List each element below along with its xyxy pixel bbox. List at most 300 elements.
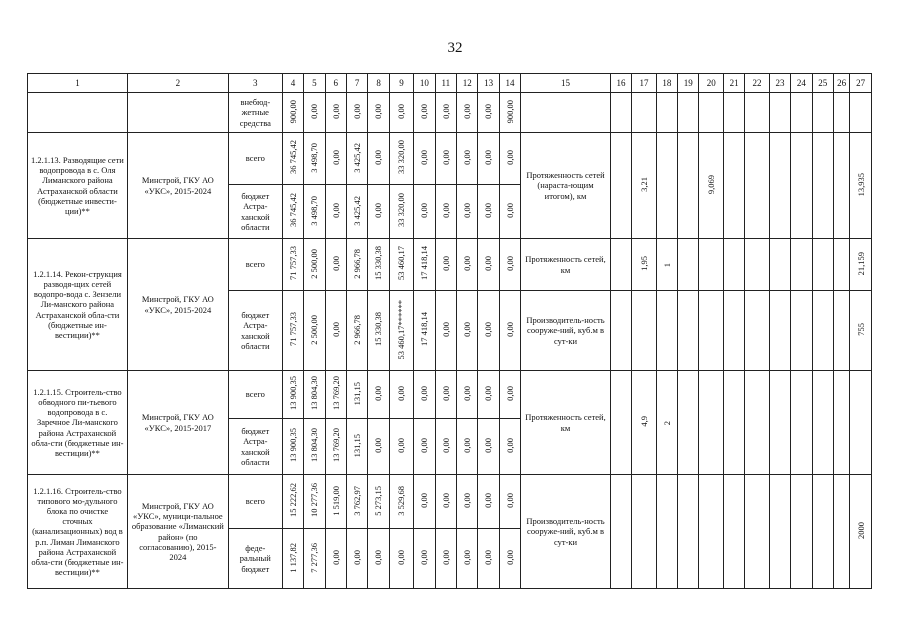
header-cell: 22 (745, 74, 769, 93)
value-text: 53 460,17****** (396, 299, 407, 360)
value-cell (435, 133, 456, 185)
value-cell (346, 529, 367, 589)
value-cell (499, 419, 520, 475)
value-text: 0,00 (440, 255, 451, 271)
value-cell (414, 475, 435, 529)
empty-cell (656, 93, 677, 133)
value-text: 0,00 (440, 492, 451, 508)
header-cell: 3 (228, 74, 282, 93)
value-cell (304, 291, 325, 371)
value-cell (478, 133, 499, 185)
value-text: 15 330,38 (373, 246, 384, 281)
value-cell (304, 239, 325, 291)
empty-cell (791, 133, 812, 239)
funding-source: феде-ральный бюджет (228, 529, 282, 589)
value-cell (478, 475, 499, 529)
empty-cell (833, 475, 849, 589)
value-cell (325, 371, 346, 419)
table-row (28, 371, 872, 419)
header-cell: 5 (304, 74, 325, 93)
empty-cell (610, 133, 631, 239)
value-text: 0,00 (373, 549, 384, 565)
value-text: 1 137,82 (287, 542, 298, 573)
empty-cell (723, 133, 744, 239)
value-cell (346, 185, 367, 239)
value-cell (368, 291, 389, 371)
empty-cell (610, 291, 631, 371)
value-cell (282, 239, 303, 291)
value-cell (457, 185, 478, 239)
funding-source: всего (228, 475, 282, 529)
empty-cell (745, 291, 769, 371)
value-text: 0,00 (419, 549, 430, 565)
empty-cell (723, 475, 744, 589)
value-text: 0,00 (440, 149, 451, 165)
empty-cell (812, 371, 833, 475)
value-cell (304, 185, 325, 239)
empty-cell (723, 93, 744, 133)
header-cell: 17 (632, 74, 656, 93)
value-text: 13 769,20 (330, 376, 341, 411)
empty-cell (610, 371, 631, 475)
value-cell (346, 475, 367, 529)
value-cell (304, 529, 325, 589)
value-text: 0,00 (309, 103, 320, 119)
measure-title: 1.2.1.14. Рекон-струкция разводя-щих сетей водопро-вода с. Зензели Ли-манского района Астраханской обла-сти (бюджетные ин-вестиции)** (28, 239, 128, 371)
header-cell: 10 (414, 74, 435, 93)
value-text: 4,9 (638, 416, 649, 427)
value-cell (414, 93, 435, 133)
value-cell (457, 239, 478, 291)
value-cell (325, 419, 346, 475)
value-text: 3 425,42 (352, 142, 363, 173)
value-text: 71 757,33 (287, 312, 298, 347)
value-cell (282, 133, 303, 185)
value-text: 0,00 (504, 549, 515, 565)
funding-source: бюджет Астра-ханской области (228, 291, 282, 371)
value-text: 13 769,20 (330, 428, 341, 463)
value-cell (368, 475, 389, 529)
responsible-executor: Минстрой, ГКУ АО «УКС», 2015-2024 (127, 239, 228, 371)
empty-cell (745, 93, 769, 133)
value-text: 36 745,42 (287, 193, 298, 228)
indicator-name: Производитель-ность сооруже-ний, куб.м в сут-ки (521, 291, 611, 371)
empty-cell (656, 291, 677, 371)
value-text: 10 277,36 (309, 483, 320, 518)
program-table (27, 73, 872, 589)
value-text: 15 222,62 (287, 483, 298, 518)
value-cell (368, 419, 389, 475)
value-text: 0,00 (373, 437, 384, 453)
funding-source: всего (228, 371, 282, 419)
header-cell: 24 (791, 74, 812, 93)
value-text: 0,00 (462, 549, 473, 565)
value-cell (346, 133, 367, 185)
value-text: 0,00 (504, 385, 515, 401)
value-cell (457, 475, 478, 529)
empty-cell (812, 475, 833, 589)
empty-cell (833, 291, 849, 371)
value-cell (389, 371, 413, 419)
empty-cell (833, 93, 849, 133)
empty-cell (610, 239, 631, 291)
header-cell: 1 (28, 74, 128, 93)
value-text: 0,00 (483, 202, 494, 218)
funding-source: всего (228, 239, 282, 291)
empty-cell (127, 93, 228, 133)
value-text: 0,00 (483, 103, 494, 119)
indicator-name: Протяженность сетей, км (521, 239, 611, 291)
empty-cell (745, 239, 769, 291)
value-cell (478, 291, 499, 371)
value-cell (414, 419, 435, 475)
responsible-executor: Минстрой, ГКУ АО «УКС», 2015-2017 (127, 371, 228, 475)
header-cell: 13 (478, 74, 499, 93)
value-cell (325, 529, 346, 589)
value-text: 0,00 (483, 437, 494, 453)
value-text: 0,00 (483, 321, 494, 337)
value-text: 3,21 (638, 176, 649, 192)
value-cell (435, 93, 456, 133)
header-cell: 2 (127, 74, 228, 93)
value-cell (435, 371, 456, 419)
empty-cell (521, 93, 611, 133)
value-text: 0,00 (419, 492, 430, 508)
value-cell (325, 291, 346, 371)
value-text: 0,00 (440, 321, 451, 337)
value-cell (499, 475, 520, 529)
empty-cell (812, 291, 833, 371)
header-cell: 27 (850, 74, 872, 93)
empty-cell (769, 291, 790, 371)
value-text: 0,00 (462, 202, 473, 218)
value-text: 0,00 (396, 437, 407, 453)
value-cell (414, 185, 435, 239)
table-row (28, 239, 872, 291)
value-text: 15 330,38 (373, 312, 384, 347)
value-text: 0,00 (504, 437, 515, 453)
value-text: 13,935 (855, 172, 866, 197)
value-cell (389, 419, 413, 475)
value-cell (499, 239, 520, 291)
value-text: 2 500,00 (309, 248, 320, 279)
empty-cell (791, 475, 812, 589)
value-text: 0,00 (483, 149, 494, 165)
empty-cell (769, 371, 790, 475)
value-text: 0,00 (330, 103, 341, 119)
value-cell (304, 475, 325, 529)
indicator-value (632, 239, 656, 291)
empty-cell (723, 239, 744, 291)
value-cell (499, 93, 520, 133)
measure-title: 1.2.1.16. Строитель-ство типового мо-дульного блока по очистке сточных (канализационных) вод в р.п. Лиман Лиманского района Астраханской обла-сти (бюджетные ин-вестиции)** (28, 475, 128, 589)
value-cell (304, 93, 325, 133)
value-text: 0,00 (373, 149, 384, 165)
value-cell (346, 93, 367, 133)
value-text: 0,00 (462, 437, 473, 453)
empty-cell (678, 93, 699, 133)
value-cell (368, 371, 389, 419)
value-cell (368, 239, 389, 291)
value-cell (368, 529, 389, 589)
empty-cell (769, 93, 790, 133)
empty-cell (850, 371, 872, 475)
value-cell (457, 291, 478, 371)
indicator-name: Производитель-ность сооруже-ний, куб.м в сут-ки (521, 475, 611, 589)
value-cell (282, 529, 303, 589)
empty-cell (610, 93, 631, 133)
value-cell (368, 185, 389, 239)
measure-title: 1.2.1.15. Строитель-ство обводного пи-тьевого водопровода в с. Заречное Ли-манского района Астраханской обла-сти (бюджетные ин-вестиции)** (28, 371, 128, 475)
empty-cell (699, 93, 723, 133)
header-cell: 21 (723, 74, 744, 93)
value-cell (499, 185, 520, 239)
empty-cell (610, 475, 631, 589)
empty-cell (769, 133, 790, 239)
empty-cell (769, 239, 790, 291)
value-text: 0,00 (419, 103, 430, 119)
header-cell: 8 (368, 74, 389, 93)
value-cell (499, 291, 520, 371)
value-text: 0,00 (462, 255, 473, 271)
header-cell: 15 (521, 74, 611, 93)
value-text: 3 498,70 (309, 195, 320, 226)
value-cell (304, 371, 325, 419)
value-text: 131,15 (352, 381, 363, 406)
value-text: 0,00 (373, 103, 384, 119)
value-text: 36 745,42 (287, 140, 298, 175)
header-cell: 25 (812, 74, 833, 93)
value-text: 0,00 (440, 202, 451, 218)
empty-cell (678, 239, 699, 291)
indicator-value (850, 475, 872, 589)
value-cell (457, 371, 478, 419)
value-cell (457, 419, 478, 475)
empty-cell (791, 371, 812, 475)
value-cell (435, 419, 456, 475)
value-text: 2 966,78 (352, 314, 363, 345)
value-cell (414, 239, 435, 291)
empty-cell (632, 93, 656, 133)
value-cell (499, 529, 520, 589)
header-cell: 11 (435, 74, 456, 93)
table-row (28, 93, 872, 133)
value-cell (346, 239, 367, 291)
value-cell (389, 93, 413, 133)
value-text: 0,00 (396, 103, 407, 119)
value-text: 7 277,36 (309, 542, 320, 573)
value-cell (457, 529, 478, 589)
value-text: 0,00 (330, 549, 341, 565)
value-text: 13 804,30 (309, 376, 320, 411)
measure-title: 1.2.1.13. Разводящие сети водопровода в с. Оля Лиманского района Астраханской области (бюджетные инвести-ции)** (28, 133, 128, 239)
empty-cell (812, 93, 833, 133)
empty-cell (812, 239, 833, 291)
value-text: 900,00 (504, 99, 515, 124)
header-cell: 7 (346, 74, 367, 93)
value-text: 0,00 (396, 549, 407, 565)
value-cell (478, 529, 499, 589)
value-text: 0,00 (419, 385, 430, 401)
value-cell (282, 419, 303, 475)
value-text: 755 (855, 323, 866, 336)
value-cell (435, 239, 456, 291)
value-cell (282, 185, 303, 239)
value-cell (282, 475, 303, 529)
indicator-name: Протяженность сетей (нараста-ющим итогом), км (521, 133, 611, 239)
value-cell (325, 239, 346, 291)
empty-cell (656, 475, 677, 589)
value-text: 3 425,42 (352, 195, 363, 226)
funding-source: внебюд-жетные средства (228, 93, 282, 133)
value-text: 0,00 (462, 103, 473, 119)
value-cell (499, 133, 520, 185)
value-text: 0,00 (504, 149, 515, 165)
indicator-value (632, 133, 656, 239)
empty-cell (632, 291, 656, 371)
value-text: 21,159 (855, 251, 866, 276)
value-cell (325, 475, 346, 529)
table-row (28, 133, 872, 185)
empty-cell (632, 475, 656, 589)
indicator-value (850, 239, 872, 291)
value-text: 0,00 (504, 255, 515, 271)
value-text: 0,00 (504, 492, 515, 508)
empty-cell (850, 93, 872, 133)
value-text: 33 320,00 (396, 193, 407, 228)
empty-cell (699, 371, 723, 475)
empty-cell (791, 93, 812, 133)
value-text: 17 418,14 (419, 246, 430, 281)
funding-source: бюджет Астра-ханской области (228, 419, 282, 475)
value-cell (414, 291, 435, 371)
value-text: 0,00 (440, 549, 451, 565)
value-text: 0,00 (373, 385, 384, 401)
empty-cell (678, 475, 699, 589)
indicator-value (656, 239, 677, 291)
value-cell (282, 93, 303, 133)
value-cell (435, 291, 456, 371)
value-text: 13 804,30 (309, 428, 320, 463)
header-cell: 12 (457, 74, 478, 93)
header-cell: 16 (610, 74, 631, 93)
empty-cell (833, 239, 849, 291)
value-cell (457, 93, 478, 133)
empty-cell (723, 371, 744, 475)
header-cell: 4 (282, 74, 303, 93)
empty-cell (678, 133, 699, 239)
value-cell (389, 133, 413, 185)
value-text: 13 900,35 (287, 376, 298, 411)
value-text: 71 757,33 (287, 246, 298, 281)
value-cell (346, 419, 367, 475)
value-text: 0,00 (440, 385, 451, 401)
value-cell (346, 291, 367, 371)
empty-cell (812, 133, 833, 239)
value-cell (435, 185, 456, 239)
indicator-value (699, 133, 723, 239)
value-text: 131,15 (352, 433, 363, 458)
funding-source: всего (228, 133, 282, 185)
value-text: 0,00 (330, 202, 341, 218)
table-row (28, 475, 872, 529)
value-text: 3 529,68 (396, 485, 407, 516)
value-text: 0,00 (396, 385, 407, 401)
empty-cell (699, 475, 723, 589)
value-cell (368, 93, 389, 133)
value-text: 0,00 (330, 321, 341, 337)
empty-cell (678, 291, 699, 371)
value-text: 0,00 (419, 149, 430, 165)
value-text: 0,00 (483, 549, 494, 565)
value-text: 2000 (855, 521, 866, 539)
empty-cell (769, 475, 790, 589)
value-text: 0,00 (440, 437, 451, 453)
value-cell (478, 239, 499, 291)
empty-cell (745, 133, 769, 239)
value-cell (414, 133, 435, 185)
value-cell (346, 371, 367, 419)
value-cell (435, 529, 456, 589)
value-text: 53 460,17 (396, 246, 407, 281)
empty-cell (678, 371, 699, 475)
value-cell (478, 93, 499, 133)
value-text: 0,00 (462, 492, 473, 508)
value-text: 0,00 (483, 492, 494, 508)
header-cell: 23 (769, 74, 790, 93)
indicator-value (656, 371, 677, 475)
value-text: 0,00 (440, 103, 451, 119)
value-cell (478, 185, 499, 239)
indicator-name: Протяженность сетей, км (521, 371, 611, 475)
page-number: 32 (447, 40, 463, 56)
value-text: 5 273,15 (373, 485, 384, 516)
value-cell (325, 93, 346, 133)
value-cell (435, 475, 456, 529)
value-text: 9,069 (706, 174, 717, 194)
value-text: 3 762,97 (352, 485, 363, 516)
value-cell (325, 133, 346, 185)
value-text: 13 900,35 (287, 428, 298, 463)
header-cell: 20 (699, 74, 723, 93)
value-text: 3 498,70 (309, 142, 320, 173)
indicator-value (632, 371, 656, 475)
value-text: 1 519,00 (330, 485, 341, 516)
header-cell: 26 (833, 74, 849, 93)
empty-cell (833, 133, 849, 239)
value-cell (478, 419, 499, 475)
empty-cell (656, 133, 677, 239)
value-text: 0,00 (462, 149, 473, 165)
value-text: 1,95 (638, 255, 649, 271)
value-text: 0,00 (462, 321, 473, 337)
empty-cell (791, 291, 812, 371)
value-cell (304, 133, 325, 185)
value-text: 17 418,14 (419, 312, 430, 347)
value-cell (389, 185, 413, 239)
empty-cell (791, 239, 812, 291)
value-cell (325, 185, 346, 239)
value-cell (499, 371, 520, 419)
value-text: 0,00 (504, 321, 515, 337)
value-text: 0,00 (352, 103, 363, 119)
empty-cell (833, 371, 849, 475)
value-text: 0,00 (419, 202, 430, 218)
value-text: 0,00 (419, 437, 430, 453)
value-cell (414, 371, 435, 419)
value-text: 0,00 (330, 149, 341, 165)
responsible-executor: Минстрой, ГКУ АО «УКС», 2015-2024 (127, 133, 228, 239)
